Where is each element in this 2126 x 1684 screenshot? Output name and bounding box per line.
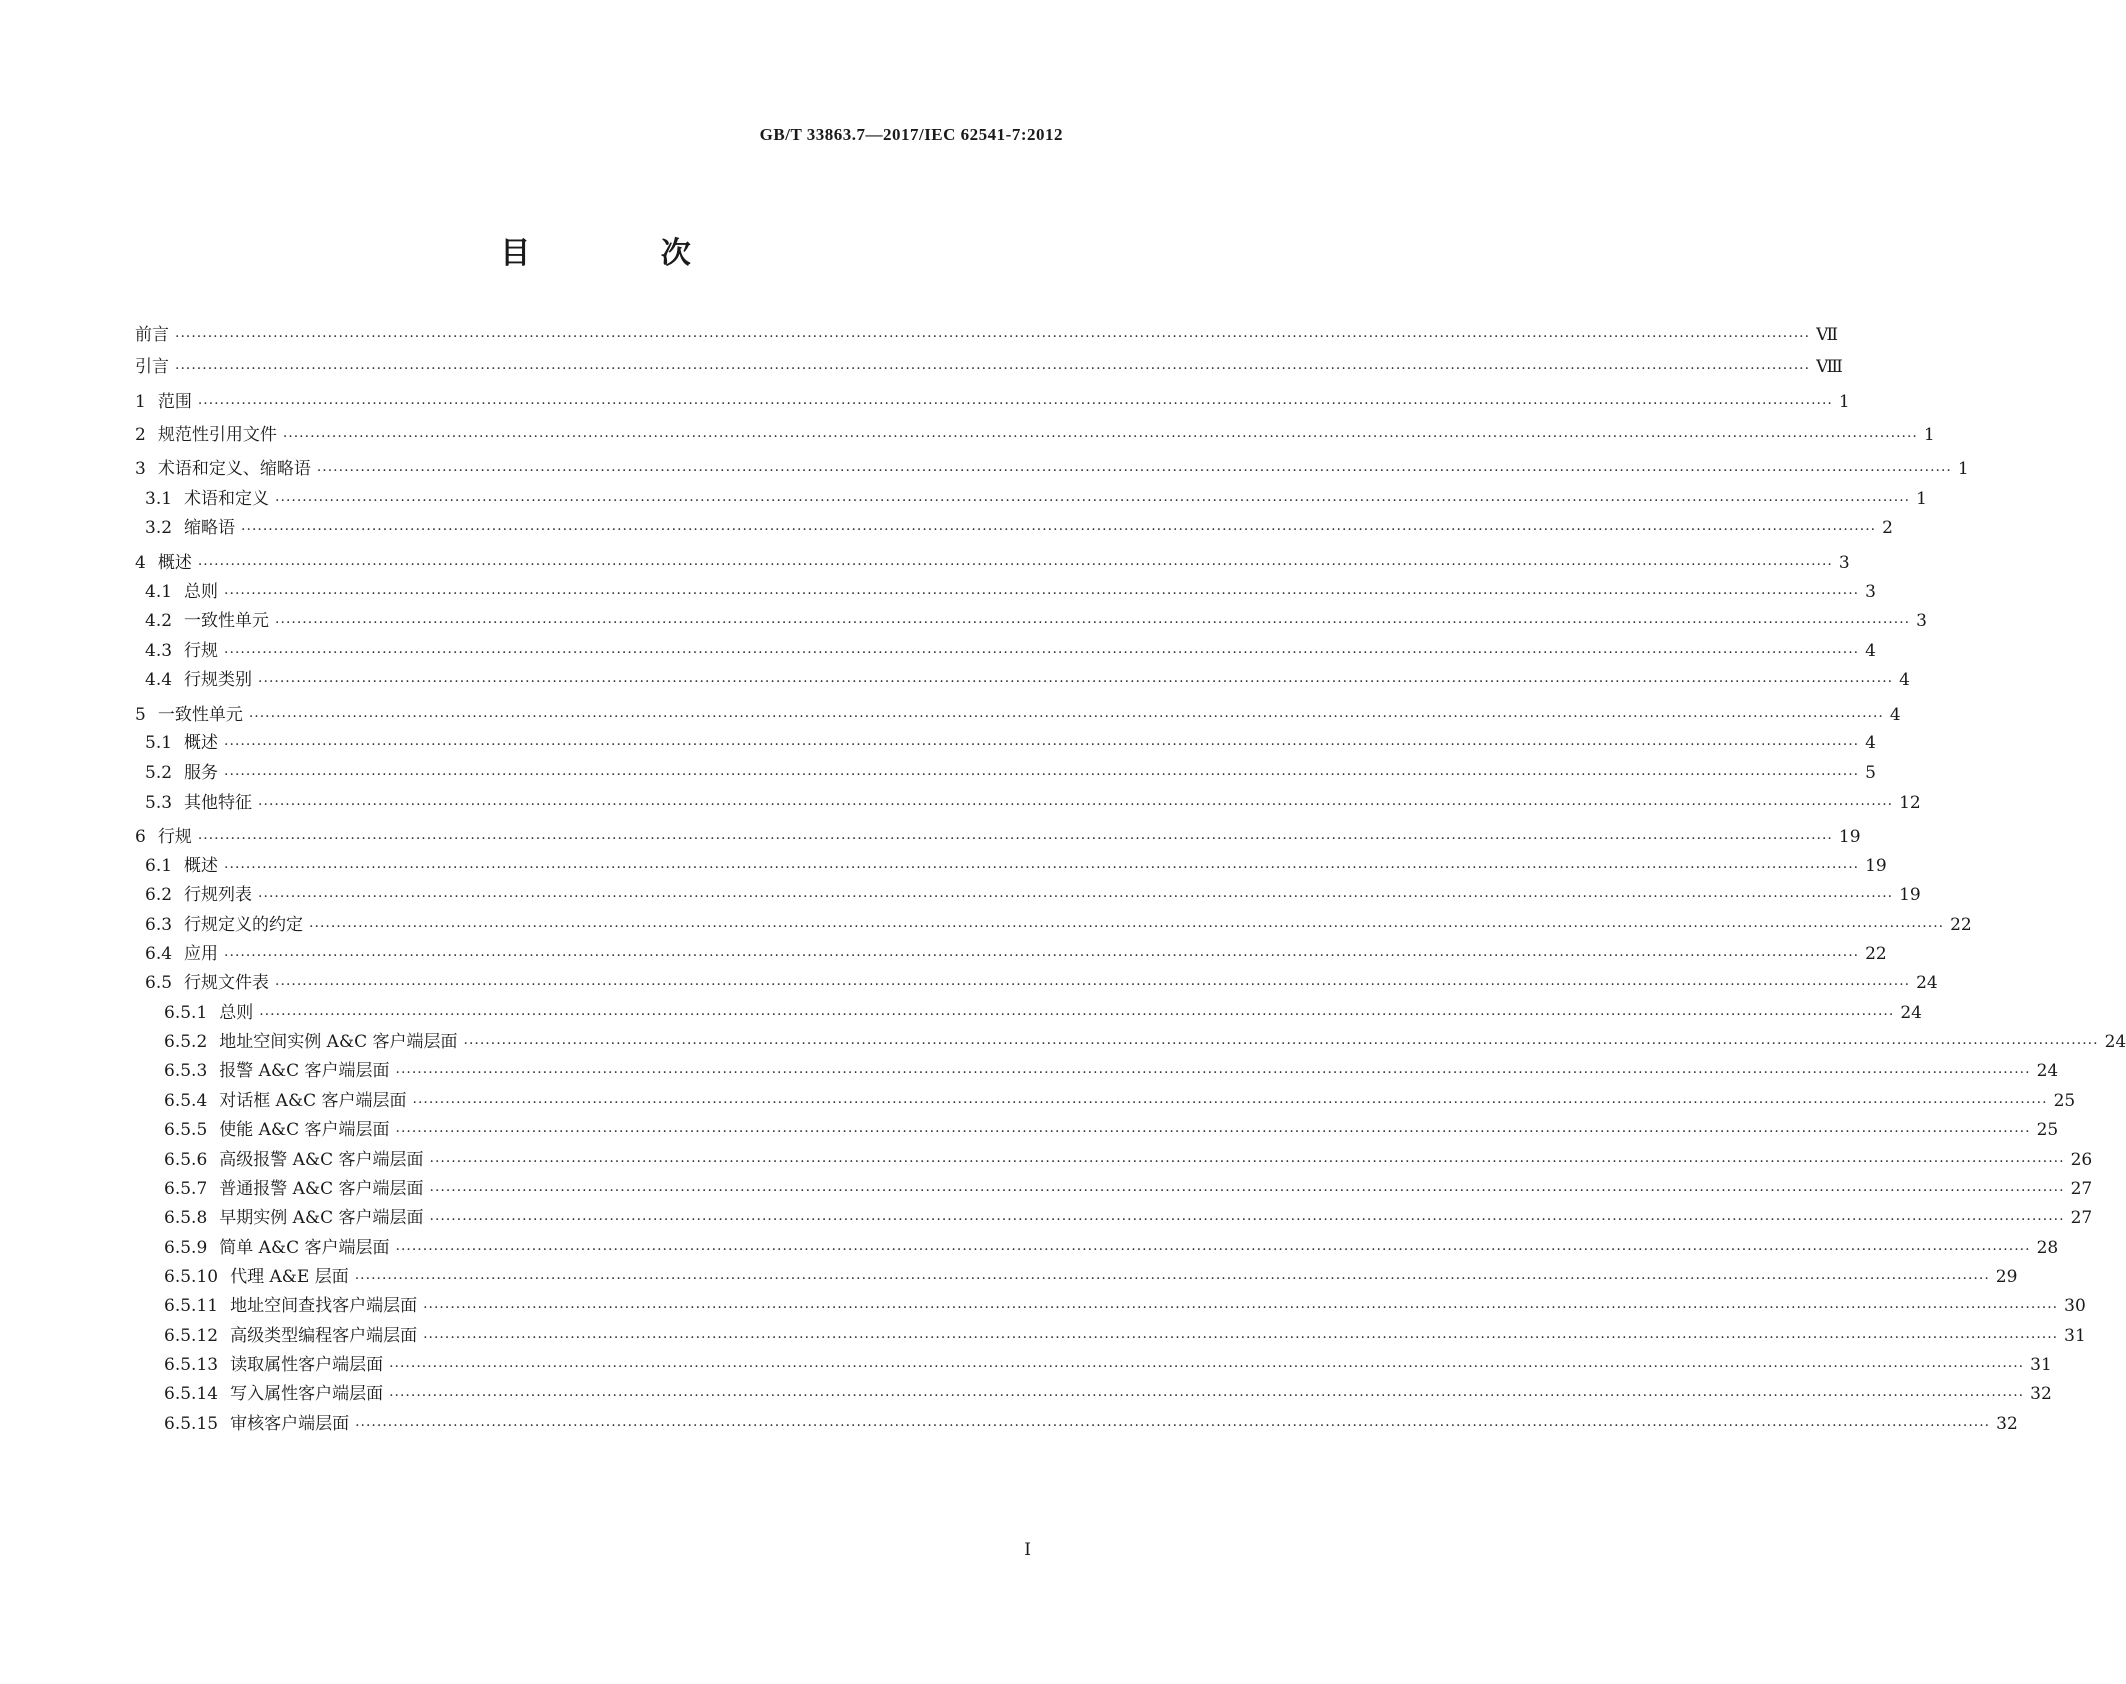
toc-dot-leader: ············································································································································································································································································································	[423, 1300, 2059, 1316]
toc-entry-number: 6.5.9	[164, 1238, 208, 1258]
toc-dot-leader: ············································································································································································································································································································	[389, 1388, 2025, 1404]
toc-dot-leader: ············································································································································································································································································································	[275, 493, 1911, 509]
toc-dot-leader: ············································································································································································································································································································	[197, 396, 1833, 412]
toc-entry-label: 前言	[135, 325, 169, 345]
toc-dot-leader: ············································································································································································································································································································	[197, 831, 1833, 847]
toc-entry-page: 26	[2070, 1150, 2093, 1170]
toc-entry[interactable]	[135, 387, 1850, 413]
toc-dot-leader: ············································································································································································································································································································	[395, 1242, 2031, 1258]
toc-entry[interactable]	[135, 1174, 2093, 1200]
toc-entry[interactable]	[135, 606, 1927, 632]
toc-entry-label: 地址空间查找客户端层面	[230, 1296, 418, 1316]
toc-entry[interactable]	[135, 851, 1887, 877]
toc-entry-label: 行规列表	[184, 885, 253, 905]
toc-entry-label: 范围	[157, 392, 192, 412]
toc-entry-label: 术语和定义、缩略语	[157, 459, 311, 479]
toc-entry[interactable]	[135, 758, 1876, 784]
toc-entry-label: 报警 A&C 客户端层面	[219, 1061, 390, 1081]
toc-entry-page: 19	[1838, 827, 1861, 847]
toc-entry-page: 4	[1889, 705, 1901, 725]
toc-entry-number: 6.5.4	[164, 1091, 208, 1111]
toc-entry-label: 规范性引用文件	[157, 425, 277, 445]
toc-dot-leader: ············································································································································································································································································································	[355, 1418, 1991, 1434]
toc-entry-page: 5	[1865, 763, 1876, 783]
toc-dot-leader: ············································································································································································································································································································	[429, 1183, 2065, 1199]
toc-entry[interactable]	[135, 1379, 2052, 1405]
toc-dot-leader: ············································································································································································································································································································	[316, 463, 1952, 479]
toc-entry-number: 6	[135, 827, 146, 847]
toc-entry-page: 19	[1865, 856, 1887, 876]
toc-entry-number: 4	[135, 553, 146, 573]
toc-entry-label: 总则	[219, 1003, 254, 1023]
toc-entry-label: 读取属性客户端层面	[230, 1355, 384, 1375]
toc-entry-page: 4	[1899, 670, 1910, 690]
toc-entry[interactable]	[135, 998, 1922, 1024]
toc-entry-page: 30	[2064, 1296, 2086, 1316]
toc-entry-number: 6.5.3	[164, 1061, 208, 1081]
toc-entry-label: 行规定义的约定	[184, 915, 304, 935]
toc-entry-label: 服务	[184, 763, 219, 783]
toc-entry[interactable]	[135, 968, 1938, 994]
toc-dot-leader: ············································································································································································································································································································	[429, 1212, 2065, 1228]
toc-entry-page: 19	[1899, 885, 1921, 905]
toc-entry[interactable]	[135, 1203, 2093, 1229]
toc-entry[interactable]	[135, 700, 1901, 726]
toc-dot-leader: ············································································································································································································································································································	[241, 522, 1877, 538]
toc-entry[interactable]	[135, 320, 1839, 346]
toc-entry-number: 6.5.15	[164, 1414, 219, 1434]
toc-entry[interactable]	[135, 1350, 2052, 1376]
toc-entry-page: 32	[1996, 1414, 2018, 1434]
toc-entry-number: 6.5.14	[164, 1384, 219, 1404]
toc-entry-label: 概述	[184, 733, 219, 753]
toc-entry-label: 一致性单元	[157, 705, 243, 725]
toc-entry-label: 普通报警 A&C 客户端层面	[219, 1179, 424, 1199]
toc-entry-label: 一致性单元	[184, 611, 270, 631]
toc-entry-page: 28	[2036, 1238, 2059, 1258]
toc-entry-page: 31	[2064, 1326, 2086, 1346]
toc-entry-number: 2	[135, 425, 146, 445]
toc-entry-page: 24	[1916, 973, 1938, 993]
toc-entry-page: 22	[1950, 915, 1972, 935]
toc-entry-number: 4.1	[145, 582, 173, 602]
toc-entry-number: 6.5.7	[164, 1179, 208, 1199]
toc-dot-leader: ············································································································································································································································································································	[282, 429, 1918, 445]
toc-entry-page: 31	[2030, 1355, 2052, 1375]
toc-entry[interactable]	[135, 352, 1843, 378]
toc-entry-number: 6.5.11	[164, 1296, 219, 1316]
toc-entry-label: 使能 A&C 客户端层面	[219, 1120, 390, 1140]
toc-dot-leader: ············································································································································································································································································································	[258, 889, 1894, 905]
toc-entry-page: 27	[2070, 1179, 2093, 1199]
toc-dot-leader: ············································································································································································································································································································	[412, 1095, 2048, 1111]
toc-dot-leader: ············································································································································································································································································································	[224, 586, 1860, 602]
toc-dot-leader: ············································································································································································································································································································	[429, 1154, 2065, 1170]
page-number: I	[1024, 1540, 1031, 1560]
toc-entry-label: 行规文件表	[184, 973, 270, 993]
toc-dot-leader: ············································································································································································································································································································	[258, 674, 1894, 690]
toc-entry[interactable]	[135, 822, 1861, 848]
document-standard-code: GB/T 33863.7—2017/IEC 62541-7:2012	[759, 125, 1063, 144]
toc-dot-leader: ············································································································································································································································································································	[423, 1330, 2059, 1346]
toc-entry-page: 27	[2070, 1208, 2093, 1228]
toc-entry-page: 22	[1865, 944, 1887, 964]
toc-entry-page: 25	[2036, 1120, 2059, 1140]
toc-entry-label: 应用	[184, 944, 219, 964]
toc-entry-number: 6.5.6	[164, 1150, 208, 1170]
toc-entry-label: 行规	[184, 641, 219, 661]
toc-entry-number: 5	[135, 705, 146, 725]
toc-entry[interactable]	[135, 1291, 2086, 1317]
toc-dot-leader: ············································································································································································································································································································	[275, 977, 1911, 993]
toc-entry-number: 3.2	[145, 518, 173, 538]
toc-entry-label: 高级类型编程客户端层面	[230, 1326, 418, 1346]
toc-entry-number: 6.5.10	[164, 1267, 219, 1287]
toc-dot-leader: ············································································································································································································································································································	[197, 557, 1833, 573]
toc-entry-number: 6.3	[145, 915, 173, 935]
toc-entry-number: 5.2	[145, 763, 173, 783]
toc-entry-number: 5.3	[145, 793, 173, 813]
toc-entry[interactable]	[135, 880, 1921, 906]
toc-entry-page: 24	[2104, 1032, 2126, 1052]
toc-entry-label: 代理 A&E 层面	[230, 1267, 349, 1287]
toc-entry[interactable]	[135, 728, 1876, 754]
toc-entry-page: 32	[2030, 1384, 2052, 1404]
toc-entry-page: Ⅶ	[1816, 325, 1839, 345]
toc-entry[interactable]	[135, 636, 1876, 662]
toc-dot-leader: ············································································································································································································································································································	[224, 948, 1860, 964]
toc-entry[interactable]	[135, 1321, 2086, 1347]
toc-entry-label: 其他特征	[184, 793, 253, 813]
toc-entry-number: 6.2	[145, 885, 173, 905]
toc-entry[interactable]	[135, 665, 1910, 691]
toc-dot-leader: ············································································································································································································································································································	[389, 1359, 2025, 1375]
toc-entry-number: 6.5.12	[164, 1326, 219, 1346]
toc-entry[interactable]	[135, 1115, 2059, 1141]
toc-dot-leader: ············································································································································································································································································································	[309, 919, 1945, 935]
toc-entry[interactable]	[135, 1027, 2126, 1053]
toc-dot-leader: ············································································································································································································································································································	[259, 1007, 1895, 1023]
toc-dot-leader: ············································································································································································································································································································	[224, 645, 1860, 661]
toc-entry-number: 6.5	[145, 973, 173, 993]
toc-entry-page: 4	[1865, 733, 1876, 753]
toc-entry-label: 总则	[184, 582, 219, 602]
toc-entry[interactable]	[135, 1086, 2076, 1112]
toc-entry-number: 6.5.13	[164, 1355, 219, 1375]
toc-entry-page: 2	[1882, 518, 1893, 538]
toc-entry-number: 6.5.2	[164, 1032, 208, 1052]
toc-entry[interactable]	[135, 1056, 2059, 1082]
toc-entry-label: 引言	[135, 357, 169, 377]
toc-entry-number: 3.1	[145, 489, 173, 509]
toc-entry-number: 6.5.8	[164, 1208, 208, 1228]
toc-entry-number: 4.4	[145, 670, 173, 690]
toc-entry-label: 高级报警 A&C 客户端层面	[219, 1150, 424, 1170]
toc-entry[interactable]	[135, 548, 1850, 574]
toc-entry[interactable]	[135, 454, 1969, 480]
toc-dot-leader: ············································································································································································································································································································	[224, 860, 1860, 876]
toc-dot-leader: ············································································································································································································································································································	[248, 709, 1884, 725]
toc-entry-page: 1	[1838, 392, 1850, 412]
toc-entry-number: 6.5.1	[164, 1003, 208, 1023]
toc-entry-number: 3	[135, 459, 146, 479]
toc-entry[interactable]	[135, 513, 1893, 539]
toc-entry-page: 24	[2036, 1061, 2059, 1081]
toc-entry[interactable]	[135, 1409, 2018, 1435]
toc-entry-page: 1	[1923, 425, 1935, 445]
toc-entry-page: Ⅷ	[1816, 357, 1843, 377]
toc-entry-page: 29	[1995, 1267, 2018, 1287]
toc-entry-page: 3	[1865, 582, 1876, 602]
toc-entry[interactable]	[135, 577, 1876, 603]
toc-entry-label: 早期实例 A&C 客户端层面	[219, 1208, 424, 1228]
toc-entry-label: 概述	[184, 856, 219, 876]
toc-dot-leader: ············································································································································································································································································································	[275, 615, 1911, 631]
toc-dot-leader: ············································································································································································································································································································	[395, 1065, 2031, 1081]
toc-entry-number: 6.5.5	[164, 1120, 208, 1140]
toc-entry-number: 6.4	[145, 944, 173, 964]
toc-entry[interactable]	[135, 1145, 2093, 1171]
toc-entry[interactable]	[135, 788, 1921, 814]
toc-entry[interactable]	[135, 1262, 2018, 1288]
toc-entry-page: 25	[2053, 1091, 2076, 1111]
toc-entry-page: 3	[1838, 553, 1850, 573]
toc-dot-leader: ············································································································································································································································································································	[354, 1271, 1990, 1287]
toc-entry-label: 地址空间实例 A&C 客户端层面	[219, 1032, 458, 1052]
toc-entry-number: 5.1	[145, 733, 173, 753]
toc-dot-leader: ············································································································································································································································································································	[258, 797, 1894, 813]
toc-entry-label: 术语和定义	[184, 489, 270, 509]
toc-entry-label: 缩略语	[184, 518, 236, 538]
toc-entry-number: 6.1	[145, 856, 173, 876]
toc-dot-leader: ············································································································································································································································································································	[175, 361, 1811, 377]
toc-entry-number: 4.3	[145, 641, 173, 661]
toc-entry-label: 概述	[157, 553, 192, 573]
toc-entry[interactable]	[135, 910, 1972, 936]
toc-entry-number: 4.2	[145, 611, 173, 631]
toc-dot-leader: ············································································································································································································································································································	[395, 1124, 2031, 1140]
toc-entry-label: 对话框 A&C 客户端层面	[219, 1091, 407, 1111]
toc-entry-page: 24	[1900, 1003, 1922, 1023]
toc-entry-label: 行规类别	[184, 670, 253, 690]
toc-entry-label: 简单 A&C 客户端层面	[219, 1238, 390, 1258]
toc-entry[interactable]	[135, 484, 1927, 510]
toc-entry[interactable]	[135, 420, 1935, 446]
toc-entry-label: 行规	[157, 827, 192, 847]
toc-entry[interactable]	[135, 939, 1887, 965]
toc-entry-page: 3	[1916, 611, 1927, 631]
toc-dot-leader: ············································································································································································································································································································	[224, 737, 1860, 753]
toc-entry-page: 1	[1916, 489, 1927, 509]
toc-entry-page: 1	[1957, 459, 1969, 479]
toc-entry[interactable]	[135, 1233, 2059, 1259]
toc-entry-page: 12	[1899, 793, 1921, 813]
toc-dot-leader: ············································································································································································································································································································	[463, 1036, 2099, 1052]
toc-dot-leader: ············································································································································································································································································································	[175, 329, 1811, 345]
toc-dot-leader: ············································································································································································································································································································	[224, 767, 1860, 783]
toc-entry-number: 1	[135, 392, 146, 412]
toc-entry-page: 4	[1865, 641, 1876, 661]
toc-entry-label: 审核客户端层面	[230, 1414, 350, 1434]
toc-entry-label: 写入属性客户端层面	[230, 1384, 384, 1404]
page-title: 目 次	[500, 236, 751, 271]
